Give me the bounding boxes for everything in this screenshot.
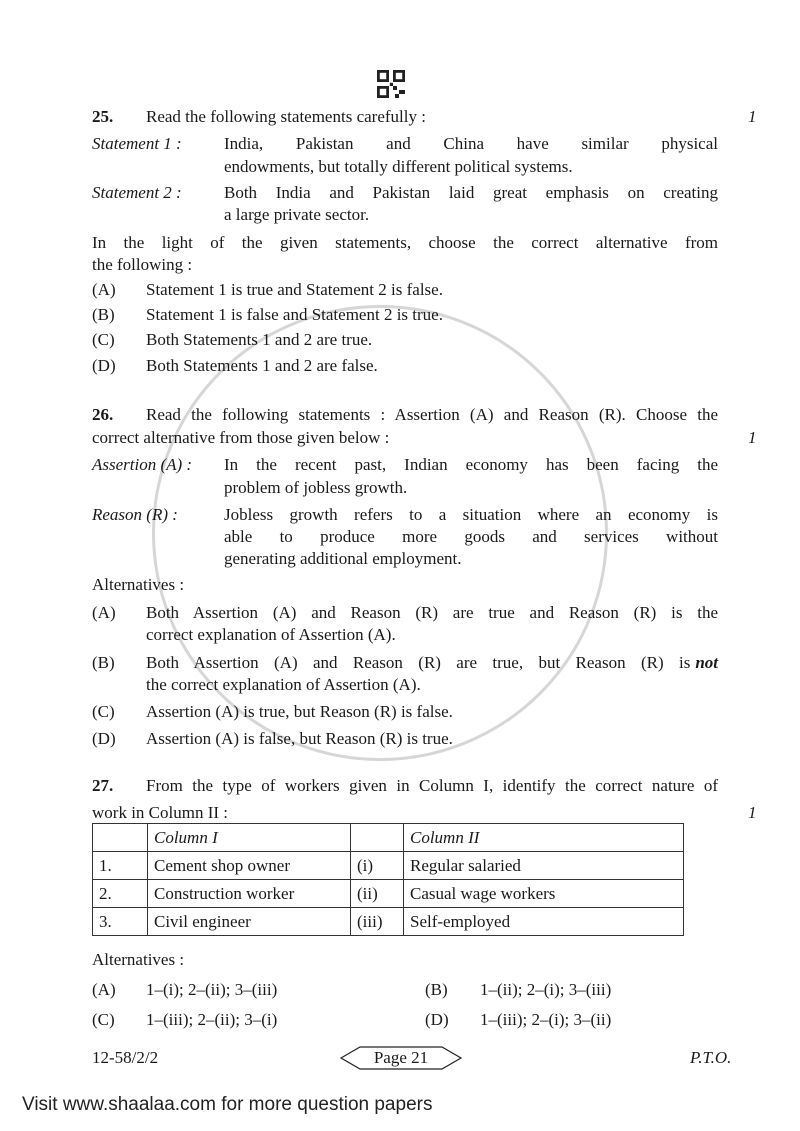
q25-option-b-key: (B)	[92, 305, 115, 324]
q26-option-d-key: (D)	[92, 729, 116, 748]
q27-marks: 1	[748, 803, 757, 822]
q25-statement2-label: Statement 2 :	[92, 183, 182, 202]
visit-shaalaa-link[interactable]: Visit www.shaalaa.com for more question papers	[22, 1094, 433, 1115]
q27-option-b-key: (B)	[425, 980, 448, 999]
q26-intro-line2: correct alternative from those given below :	[92, 428, 390, 447]
q26-option-a-line1: Both Assertion (A) and Reason (R) are true and Reason (R) is the	[146, 603, 718, 622]
cell: (i)	[351, 852, 404, 880]
q25-option-b: Statement 1 is false and Statement 2 is true.	[146, 305, 443, 324]
q26-option-a-line2: correct explanation of Assertion (A).	[146, 625, 396, 644]
q27-option-b: 1–(ii); 2–(i); 3–(iii)	[480, 980, 612, 999]
header-column-ii: Column II	[404, 824, 684, 852]
table-header-row	[93, 824, 684, 852]
q26-assertion-label: Assertion (A) :	[92, 455, 193, 474]
cell: 3.	[93, 908, 148, 936]
q25-statement1-line1: India, Pakistan and China have similar physical	[224, 134, 718, 153]
q26-assertion-line1: In the recent past, Indian economy has been facing the	[224, 455, 718, 474]
q25-option-c: Both Statements 1 and 2 are true.	[146, 330, 373, 349]
q26-reason-line1: Jobless growth refers to a situation where an economy is	[224, 505, 718, 524]
cell: 1.	[93, 852, 148, 880]
q27-option-a: 1–(i); 2–(ii); 3–(iii)	[146, 980, 278, 999]
q25-intro: Read the following statements carefully :	[146, 107, 426, 126]
q25-statement2-line2: a large private sector.	[224, 205, 370, 224]
q25-statement2-line1: Both India and Pakistan laid great emphasis on creating	[224, 183, 718, 202]
matching-table	[92, 823, 684, 936]
q27-intro-line1: From the type of workers given in Column I, identify the correct nature of	[146, 776, 718, 795]
cell: 2.	[93, 880, 148, 908]
q26-option-b-line2: the correct explanation of Assertion (A).	[146, 675, 421, 694]
page-number-badge	[340, 1046, 462, 1070]
qr-code-icon	[377, 70, 405, 98]
header-cell	[351, 824, 404, 852]
table-row	[93, 852, 684, 880]
q26-marks: 1	[748, 428, 757, 447]
paper-code: 12-58/2/2	[92, 1048, 159, 1067]
q27-number: 27.	[92, 776, 114, 795]
q27-option-c: 1–(iii); 2–(ii); 3–(i)	[146, 1010, 278, 1029]
cell: (ii)	[351, 880, 404, 908]
q26-option-c: Assertion (A) is true, but Reason (R) is false.	[146, 702, 453, 721]
q26-reason-line2: able to produce more goods and services without	[224, 527, 718, 546]
q26-option-d: Assertion (A) is false, but Reason (R) is true.	[146, 729, 453, 748]
page-number: Page 21	[373, 1048, 429, 1067]
q27-option-d: 1–(iii); 2–(i); 3–(ii)	[480, 1010, 612, 1029]
q26-intro-line1: Read the following statements : Assertion (A) and Reason (R). Choose the	[146, 405, 718, 424]
q26-reason-label: Reason (R) :	[92, 505, 178, 524]
q26-option-c-key: (C)	[92, 702, 115, 721]
q25-prompt-line2: the following :	[92, 255, 193, 274]
q27-option-a-key: (A)	[92, 980, 116, 999]
q27-option-d-key: (D)	[425, 1010, 449, 1029]
q25-marks: 1	[748, 107, 757, 126]
table-row	[93, 880, 684, 908]
q27-alternatives-label: Alternatives :	[92, 950, 185, 969]
q25-prompt-line1: In the light of the given statements, choose the correct alternative from	[92, 233, 718, 252]
q25-option-c-key: (C)	[92, 330, 115, 349]
q26-option-a-key: (A)	[92, 603, 116, 622]
q27-intro-line2: work in Column II :	[92, 803, 228, 822]
q25-statement1-line2: endowments, but totally different political systems.	[224, 157, 573, 176]
cell: Self-employed	[404, 908, 684, 936]
q26-number: 26.	[92, 405, 114, 424]
q25-number: 25.	[92, 107, 114, 126]
cell: Construction worker	[148, 880, 351, 908]
q25-statement1-label: Statement 1 :	[92, 134, 182, 153]
q25-option-a-key: (A)	[92, 280, 116, 299]
q26-option-b-line1-row	[146, 652, 718, 674]
q26-reason-line3: generating additional employment.	[224, 549, 462, 568]
q25-option-d: Both Statements 1 and 2 are false.	[146, 356, 378, 375]
q26-option-b-line1: Both Assertion (A) and Reason (R) are true, but Reason (R) is	[146, 653, 691, 672]
header-column-i: Column I	[148, 824, 351, 852]
cell: Cement shop owner	[148, 852, 351, 880]
q26-option-b-key: (B)	[92, 653, 115, 672]
header-cell	[93, 824, 148, 852]
cell: Casual wage workers	[404, 880, 684, 908]
table-row	[93, 908, 684, 936]
q26-alternatives-label: Alternatives :	[92, 575, 185, 594]
cell: Regular salaried	[404, 852, 684, 880]
q25-option-a: Statement 1 is true and Statement 2 is false.	[146, 280, 443, 299]
pto-label: P.T.O.	[690, 1048, 732, 1067]
cell: (iii)	[351, 908, 404, 936]
q26-option-b-emphasis: not	[695, 653, 718, 672]
cell: Civil engineer	[148, 908, 351, 936]
q26-assertion-line2: problem of jobless growth.	[224, 478, 408, 497]
q25-option-d-key: (D)	[92, 356, 116, 375]
q27-option-c-key: (C)	[92, 1010, 115, 1029]
